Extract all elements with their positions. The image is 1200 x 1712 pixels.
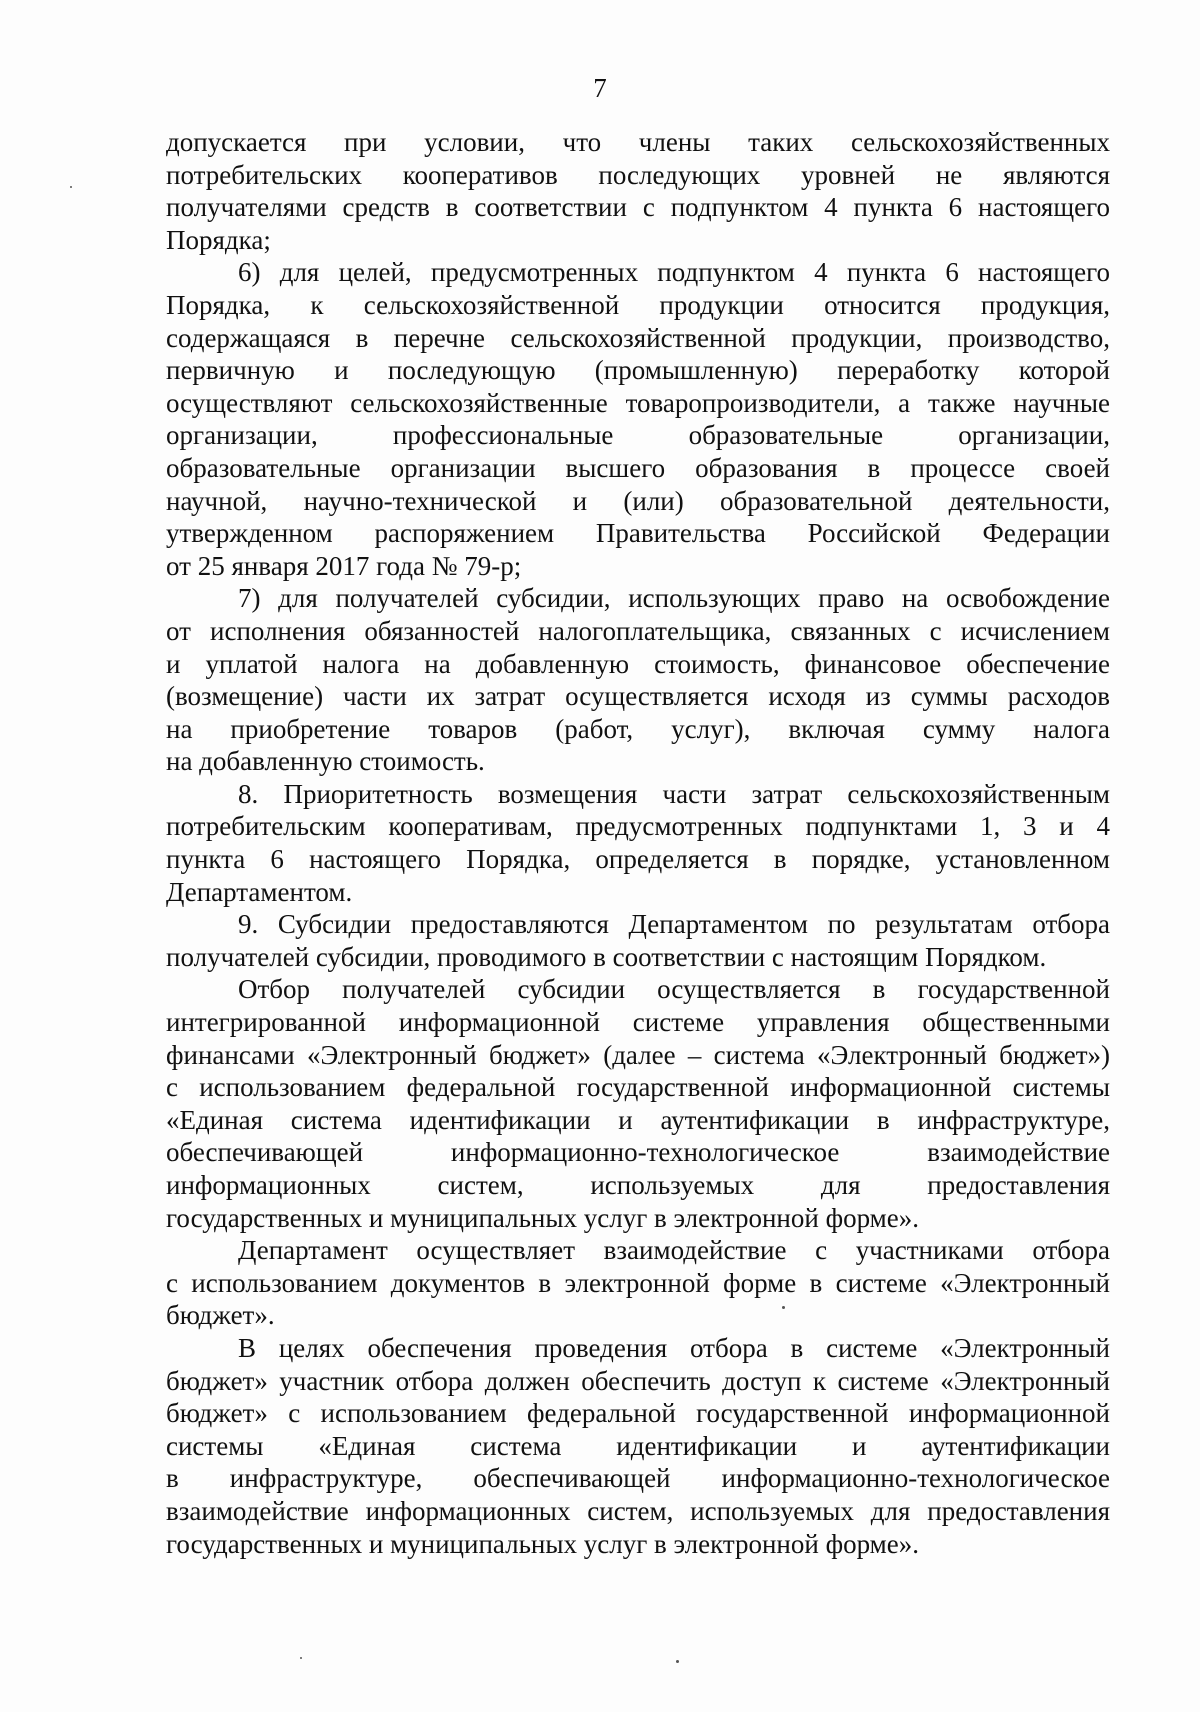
text-line: Отбор получателей субсидии осуществляется в государственной (238, 974, 1110, 1005)
paragraph-access (166, 1332, 1110, 1560)
text-line: «Единая система идентификации и аутентификации в инфраструктуре, (166, 1104, 1110, 1135)
text-line: допускается при условии, что члены таких сельскохозяйственных (166, 127, 1110, 157)
text-line: первичную и последующую (промышленную) переработку которой (166, 355, 1110, 386)
text-line: получателями средств в соответствии с подпунктом 4 пункта 6 настоящего (166, 192, 1110, 223)
text-line: на приобретение товаров (работ, услуг), включая сумму налога (166, 713, 1110, 744)
text-line: бюджет» с использованием федеральной государственной информационной (166, 1398, 1110, 1429)
text-line: государственных и муниципальных услуг в электронной форме». (166, 1202, 919, 1233)
paragraph-item-9 (166, 908, 1110, 973)
document-body (166, 126, 1110, 1560)
text-line: В целях обеспечения проведения отбора в системе «Электронный (238, 1332, 1110, 1363)
scan-speck (70, 186, 72, 188)
text-line: потребительским кооперативам, предусмотренных подпунктами 1, 3 и 4 (166, 811, 1110, 842)
text-line: государственных и муниципальных услуг в электронной форме». (166, 1528, 919, 1559)
text-line: обеспечивающей информационно-технологическое взаимодействие (166, 1137, 1110, 1168)
text-line: организации, профессиональные образовательные организации, (166, 420, 1110, 451)
text-line: от исполнения обязанностей налогоплательщика, связанных с исчислением (166, 615, 1110, 646)
text-line: и уплатой налога на добавленную стоимость, финансовое обеспечение (166, 648, 1110, 679)
text-line: 7) для получателей субсидии, использующих право на освобождение (238, 583, 1110, 614)
text-line: с использованием федеральной государственной информационной системы (166, 1072, 1110, 1103)
text-line: Департамент осуществляет взаимодействие с участниками отбора (238, 1235, 1110, 1266)
text-line: Департаментом. (166, 876, 353, 907)
page-number: 7 (593, 73, 607, 103)
text-line: Порядка, к сельскохозяйственной продукции относится продукция, (166, 289, 1110, 320)
text-line: с использованием документов в электронной форме в системе «Электронный (166, 1267, 1110, 1298)
text-line: пункта 6 настоящего Порядка, определяется в порядке, установленном (166, 844, 1110, 875)
text-line: в инфраструктуре, обеспечивающей информационно-технологическое (166, 1463, 1110, 1494)
text-line: информационных систем, используемых для предоставления (166, 1170, 1110, 1200)
text-line: получателей субсидии, проводимого в соответствии с настоящим Порядком. (166, 941, 1047, 972)
text-line: утвержденном распоряжением Правительства Российской Федерации (166, 518, 1110, 549)
text-line: содержащаяся в перечне сельскохозяйственной продукции, производство, (166, 322, 1110, 353)
text-line: взаимодействие информационных систем, используемых для предоставления (166, 1495, 1110, 1526)
text-line: Порядка; (166, 224, 271, 255)
text-line: 9. Субсидии предоставляются Департаментом по результатам отбора (238, 909, 1110, 940)
text-line: потребительских кооперативов последующих уровней не являются (166, 159, 1110, 190)
text-line: (возмещение) части их затрат осуществляется исходя из суммы расходов (166, 681, 1110, 712)
paragraph (166, 126, 1110, 256)
text-line: образовательные организации высшего образования в процессе своей (166, 452, 1110, 483)
paragraph-item-8 (166, 778, 1110, 908)
text-line: научной, научно-технической и (или) образовательной деятельности, (166, 485, 1110, 516)
text-line: 8. Приоритетность возмещения части затрат сельскохозяйственным (238, 778, 1110, 809)
text-line: на добавленную стоимость. (166, 746, 485, 777)
text-line: осуществляют сельскохозяйственные товаропроизводители, а также научные (166, 387, 1110, 418)
scan-speck (676, 1660, 679, 1663)
scan-speck (782, 1306, 785, 1309)
paragraph-interaction (166, 1234, 1110, 1332)
scan-speck (300, 1657, 302, 1659)
text-line: интегрированной информационной системе управления общественными (166, 1007, 1110, 1038)
paragraph-item-7 (166, 582, 1110, 778)
paragraph-selection (166, 973, 1110, 1234)
text-line: финансами «Электронный бюджет» (далее – система «Электронный бюджет») (166, 1039, 1110, 1070)
text-line: 6) для целей, предусмотренных подпунктом 4 пункта 6 настоящего (238, 257, 1110, 288)
text-line: от 25 января 2017 года № 79-р; (166, 550, 522, 581)
text-line: бюджет» участник отбора должен обеспечить доступ к системе «Электронный (166, 1365, 1110, 1396)
text-line: системы «Единая система идентификации и аутентификации (166, 1430, 1110, 1461)
paragraph-item-6 (166, 256, 1110, 582)
text-line: бюджет». (166, 1300, 275, 1331)
